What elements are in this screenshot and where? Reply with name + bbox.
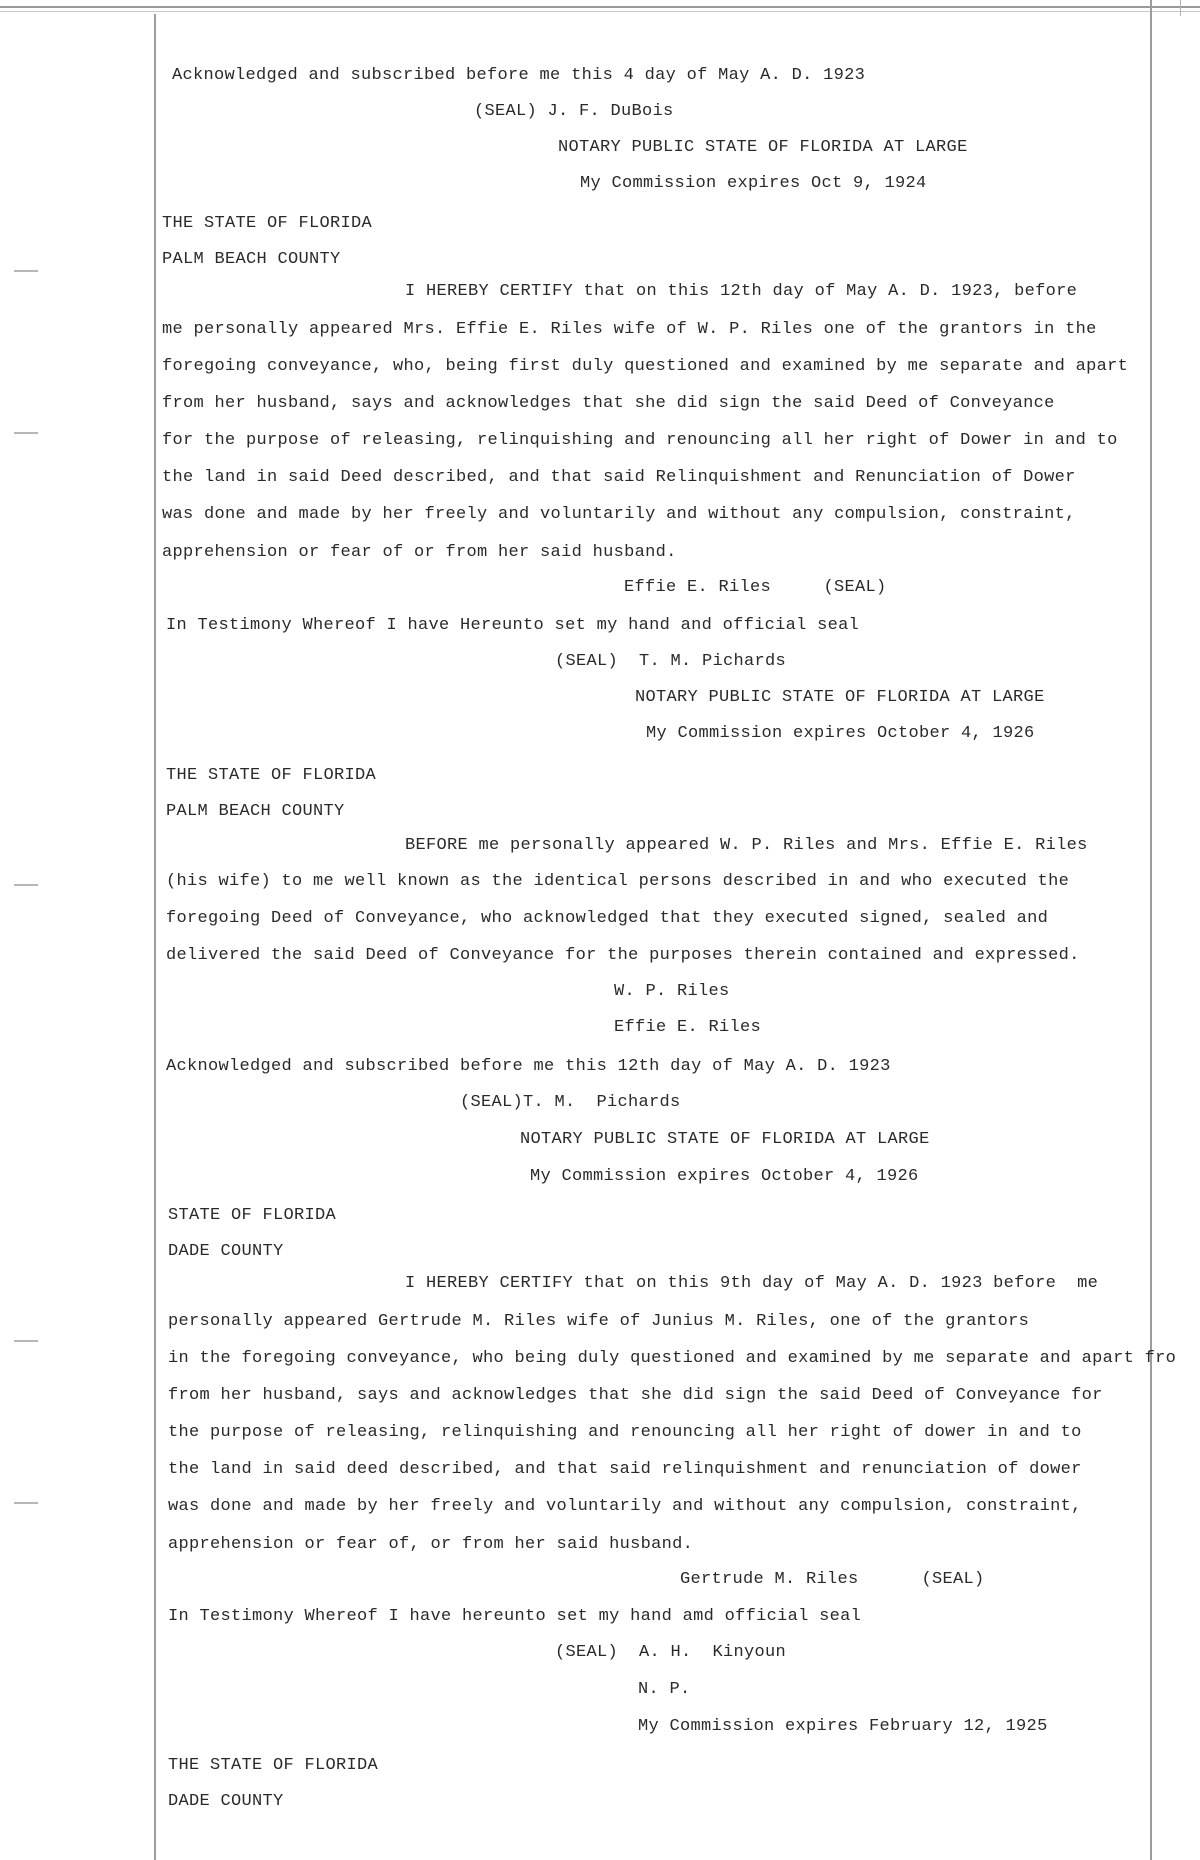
body-line: in the foregoing conveyance, who being duly questioned and examined by me separate and apart fro [168, 1349, 1177, 1368]
right-edge-mark [1180, 0, 1181, 16]
grantor-signature: W. P. Riles [614, 982, 730, 1001]
state-heading: STATE OF FLORIDA [168, 1206, 337, 1225]
body-line: for the purpose of releasing, relinquishing and renouncing all her right of Dower in and to [162, 431, 1118, 450]
commission-expiry: My Commission expires October 4, 1926 [530, 1167, 919, 1186]
state-heading: THE STATE OF FLORIDA [168, 1756, 379, 1775]
notary-signature: (SEAL) T. M. Pichards [555, 652, 787, 671]
commission-expiry: My Commission expires Oct 9, 1924 [580, 174, 927, 193]
left-margin-rule [154, 14, 156, 1860]
county-heading: DADE COUNTY [168, 1242, 284, 1261]
binding-hole-mark [14, 1502, 38, 1504]
notary-signature: (SEAL)T. M. Pichards [460, 1093, 681, 1112]
binding-hole-mark [14, 432, 38, 434]
body-line: delivered the said Deed of Conveyance for the purposes therein contained and expressed. [166, 946, 1080, 965]
body-line: BEFORE me personally appeared W. P. Riles and Mrs. Effie E. Riles [405, 836, 1088, 855]
county-heading: PALM BEACH COUNTY [162, 250, 341, 269]
body-line: personally appeared Gertrude M. Riles wife of Junius M. Riles, one of the grantors [168, 1312, 1030, 1331]
notary-title: NOTARY PUBLIC STATE OF FLORIDA AT LARGE [558, 138, 968, 157]
top-rule-secondary [0, 11, 1200, 12]
body-line: I HEREBY CERTIFY that on this 12th day of May A. D. 1923, before [405, 282, 1078, 301]
notary-signature: (SEAL) A. H. Kinyoun [555, 1643, 787, 1662]
notary-signature: (SEAL) J. F. DuBois [474, 102, 674, 121]
body-line: (his wife) to me well known as the identical persons described in and who executed the [166, 872, 1070, 891]
binding-hole-mark [14, 1340, 38, 1342]
state-heading: THE STATE OF FLORIDA [166, 766, 377, 785]
grantor-signature: Effie E. Riles [614, 1018, 762, 1037]
notary-title: NOTARY PUBLIC STATE OF FLORIDA AT LARGE [520, 1130, 930, 1149]
grantor-signature: Gertrude M. Riles (SEAL) [680, 1570, 985, 1589]
county-heading: DADE COUNTY [168, 1792, 284, 1811]
body-line: I HEREBY CERTIFY that on this 9th day of May A. D. 1923 before me [405, 1274, 1099, 1293]
body-line: apprehension or fear of, or from her said husband. [168, 1535, 694, 1554]
notary-title: N. P. [638, 1680, 691, 1699]
body-line: the purpose of releasing, relinquishing and renouncing all her right of dower in and to [168, 1423, 1082, 1442]
acknowledgment-line: Acknowledged and subscribed before me this 4 day of May A. D. 1923 [172, 66, 866, 85]
body-line: the land in said deed described, and that said relinquishment and renunciation of dower [168, 1460, 1082, 1479]
state-heading: THE STATE OF FLORIDA [162, 214, 373, 233]
binding-hole-mark [14, 884, 38, 886]
body-line: foregoing Deed of Conveyance, who acknowledged that they executed signed, sealed and [166, 909, 1049, 928]
body-line: was done and made by her freely and voluntarily and without any compulsion, constraint, [162, 505, 1076, 524]
right-margin-rule [1150, 0, 1152, 1860]
commission-expiry: My Commission expires October 4, 1926 [646, 724, 1035, 743]
testimony-line: In Testimony Whereof I have hereunto set my hand amd official seal [168, 1607, 862, 1626]
body-line: was done and made by her freely and voluntarily and without any compulsion, constraint, [168, 1497, 1082, 1516]
acknowledgment-line: Acknowledged and subscribed before me this 12th day of May A. D. 1923 [166, 1057, 891, 1076]
body-line: apprehension or fear of or from her said husband. [162, 543, 677, 562]
body-line: from her husband, says and acknowledges that she did sign the said Deed of Conveyance [162, 394, 1055, 413]
binding-hole-mark [14, 270, 38, 272]
body-line: from her husband, says and acknowledges that she did sign the said Deed of Conveyance for [168, 1386, 1103, 1405]
body-line: foregoing conveyance, who, being first duly questioned and examined by me separate and apart [162, 357, 1129, 376]
body-line: the land in said Deed described, and that said Relinquishment and Renunciation of Dower [162, 468, 1076, 487]
testimony-line: In Testimony Whereof I have Hereunto set my hand and official seal [166, 616, 860, 635]
grantor-signature: Effie E. Riles (SEAL) [624, 578, 887, 597]
commission-expiry: My Commission expires February 12, 1925 [638, 1717, 1048, 1736]
body-line: me personally appeared Mrs. Effie E. Riles wife of W. P. Riles one of the grantors in the [162, 320, 1097, 339]
county-heading: PALM BEACH COUNTY [166, 802, 345, 821]
top-rule [0, 6, 1200, 8]
notary-title: NOTARY PUBLIC STATE OF FLORIDA AT LARGE [635, 688, 1045, 707]
